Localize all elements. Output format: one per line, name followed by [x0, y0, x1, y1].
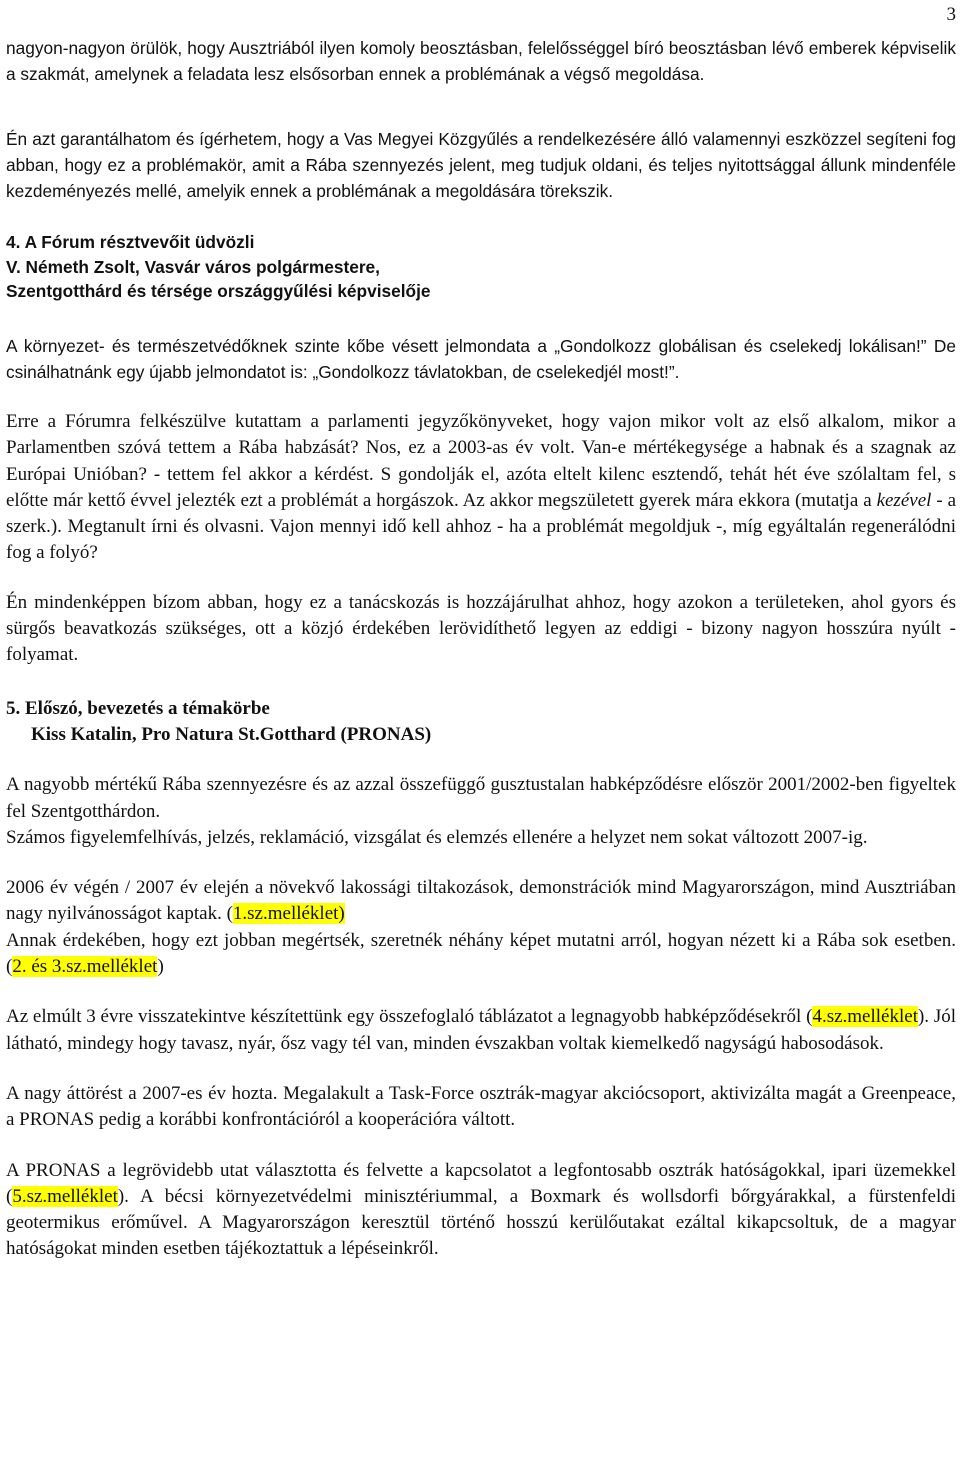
paragraph-10-text-b: ). Jól látható, mindegy hogy tavasz, nyár, ősz vagy tél van, minden évszakban voltak kiemelkedő nagyságú habosodások. [6, 1006, 957, 1054]
annex-4-reference: 4.sz.melléklet [812, 1006, 918, 1028]
paragraph-2: Én azt garantálhatom és ígérhetem, hogy a Vas Megyei Közgyűlés a rendelkezésére álló valamennyi eszközzel segíteni fog abban, hogy ez a problémakör, amit a Rába szennyezés jelent, meg tudjuk oldani, és teljes nyitottsággal állunk mindenféle kezdeményezés mellé, amelyik ennek a problémának a megoldására törekszik. [6, 129, 956, 201]
paragraph-4-text-b: - a szerk.). Megtanult írni és olvasni. Vajon mennyi idő kell ahhoz - ha a problémát megoldjuk -, míg egyáltalán regenerálódni fog a folyó? [6, 489, 957, 564]
paragraph-5: Én mindenképpen bízom abban, hogy ez a tanácskozás is hozzájárulhat ahhoz, hogy azokon a területeken, ahol gyors és sürgős beavatkozás szükséges, ott a közjó érdekében lerövidíthető legyen az eddigi - bizony nagyon hosszúra nyúlt - folyamat. [6, 591, 956, 666]
paragraph-8 [6, 875, 956, 928]
paragraph-6: A nagyobb mértékű Rába szennyezésre és az azzal összefüggő gusztustalan habképződésre először 2001/2002-ben figyeltek fel Szentgotthárdon. [6, 774, 956, 822]
section-5-speaker: Kiss Katalin, Pro Natura St.Gotthard (PRONAS) [31, 723, 432, 745]
paragraph-11: A nagy áttörést a 2007-es év hozta. Megalakult a Task-Force osztrák-magyar akciócsoport, aktivizálta magát a Greenpeace, a PRONAS pedig a korábbi konfrontációról a kooperációra váltott. [6, 1082, 956, 1131]
paragraph-12-text-b: ). A bécsi környezetvédelmi minisztériummal, a Boxmark és wollsdorfi bőrgyárakkal, a fürstenfeldi geotermikus erőművel. A Magyarországon keresztül történő hosszú kerülőutakat ezáltal kikapcsoltuk, de a magyar hatóságokat minden esetben tájékoztattuk a lépéseinkről. [6, 1185, 956, 1260]
paragraph-1: nagyon-nagyon örülök, hogy Ausztriából ilyen komoly beosztásban, felelősséggel bíró beosztásban lévő emberek képviselik a szakmát, amelynek a feladata lesz elsősorban ennek a problémának a végső megoldása. [6, 38, 956, 84]
paragraph-8-text: 2006 év végén / 2007 év elején a növekvő lakossági tiltakozások, demonstrációk mind Magyarországon, mind Ausztriában nagy nyilvánosságot kaptak. ( [6, 877, 956, 925]
paragraph-10 [6, 1004, 956, 1057]
paragraph-7: Számos figyelemfelhívás, jelzés, reklamáció, vizsgálat és elemzés ellenére a helyzet nem sokat változott 2007-ig. [6, 826, 868, 848]
annex-5-reference: 5.sz.melléklet [12, 1185, 118, 1207]
paragraph-12 [6, 1158, 956, 1263]
paragraph-4-text-a: Erre a Fórumra felkészülve kutattam a parlamenti jegyzőkönyveket, hogy vajon mikor volt az első alkalom, mikor a Parlamentben szóvá tettem a Rába habzását? Nos, ez a 2003-as év volt. Van-e mértékegysége a habnak és a szagnak az Európai Unióban? - tettem fel akkor a kérdést. S gondolják el, azóta eltelt kilenc esztendő, tehát hét éve szólaltam fel, s előtte már kettő évvel jelezték ezt a problémát a horgászok. Az akkor megszületett gyerek mára ekkora (mutatja a [6, 411, 956, 511]
section-5-heading: 5. Előszó, bevezetés a témakörbe [6, 697, 270, 719]
paragraph-4-italic: kezével [876, 489, 932, 511]
section-4-speaker-line-2: Szentgotthárd és térsége országgyűlési képviselője [6, 281, 431, 301]
section-4-heading: 4. A Fórum résztvevőit üdvözli [6, 232, 255, 252]
paragraph-4 [6, 409, 956, 567]
page-number: 3 [946, 4, 956, 25]
annex-2-3-reference: 2. és 3.sz.melléklet [12, 956, 158, 978]
annex-1-reference: 1.sz.melléklet) [232, 903, 345, 925]
paragraph-12-text-a: A PRONAS a legrövidebb utat választotta és felvette a kapcsolatot a legfontosabb osztrák hatóságokkal, ipari üzemekkel ( [6, 1159, 956, 1207]
section-4-speaker-line-1: V. Németh Zsolt, Vasvár város polgármestere, [6, 257, 380, 277]
paragraph-10-text-a: Az elmúlt 3 évre visszatekintve készítettünk egy összefoglaló táblázatot a legnagyobb habképződésekről ( [6, 1006, 813, 1028]
paragraph-3: A környezet- és természetvédőknek szinte kőbe vésett jelmondata a „Gondolkozz globálisan és cselekedj lokálisan!” De csinálhatnánk egy újabb jelmondatot is: „Gondolkozz távlatokban, de cselekedjél most!”. [6, 336, 956, 382]
paragraph-9 [6, 928, 956, 981]
document-page [6, 0, 956, 1263]
paragraph-9-text-b: ) [157, 956, 164, 978]
paragraph-9-text-a: Annak érdekében, hogy ezt jobban megértsék, szeretnék néhány képet mutatni arról, hogyan nézett ki a Rába sok esetben. ( [6, 929, 956, 978]
